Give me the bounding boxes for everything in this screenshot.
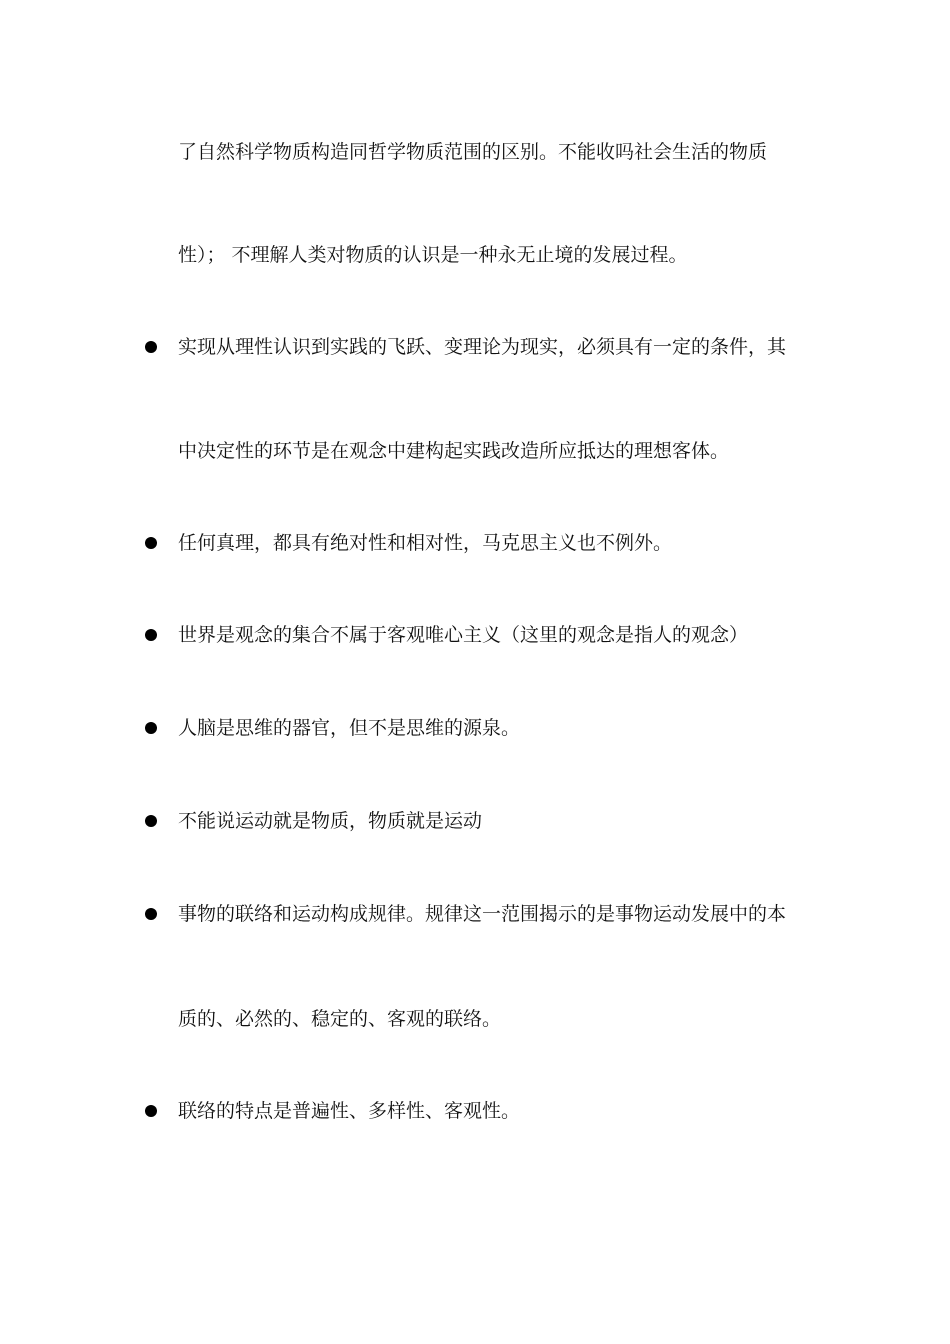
list-item-text: 中决定性的环节是在观念中建构起实践改造所应抵达的理想客体。 (178, 440, 730, 462)
bullet-icon (145, 537, 157, 549)
bullet-icon (145, 815, 157, 827)
list-item-text: 世界是观念的集合不属于客观唯心主义（这里的观念是指人的观念） (178, 624, 749, 646)
bullet-icon (145, 1105, 157, 1117)
bullet-icon (145, 908, 157, 920)
paragraph-line: 性）； 不理解人类对物质的认识是一种永无止境的发展过程。 (178, 244, 688, 266)
list-item-text: 任何真理，都具有绝对性和相对性，马克思主义也不例外。 (178, 532, 673, 554)
list-item-text: 人脑是思维的器官，但不是思维的源泉。 (178, 717, 521, 739)
list-item-text: 不能说运动就是物质，物质就是运动 (178, 810, 483, 832)
list-item-text: 质的、必然的、稳定的、客观的联络。 (178, 1008, 502, 1030)
bullet-icon (145, 629, 157, 641)
bullet-icon (145, 341, 157, 353)
list-item-text: 实现从理性认识到实践的飞跃、变理论为现实，必须具有一定的条件，其 (178, 336, 787, 358)
bullet-icon (145, 722, 157, 734)
list-item-text: 事物的联络和运动构成规律。规律这一范围揭示的是事物运动发展中的本 (178, 903, 787, 925)
paragraph-line: 了自然科学物质构造同哲学物质范围的区别。不能收吗社会生活的物质 (178, 141, 768, 163)
list-item-text: 联络的特点是普遍性、多样性、客观性。 (178, 1100, 521, 1122)
